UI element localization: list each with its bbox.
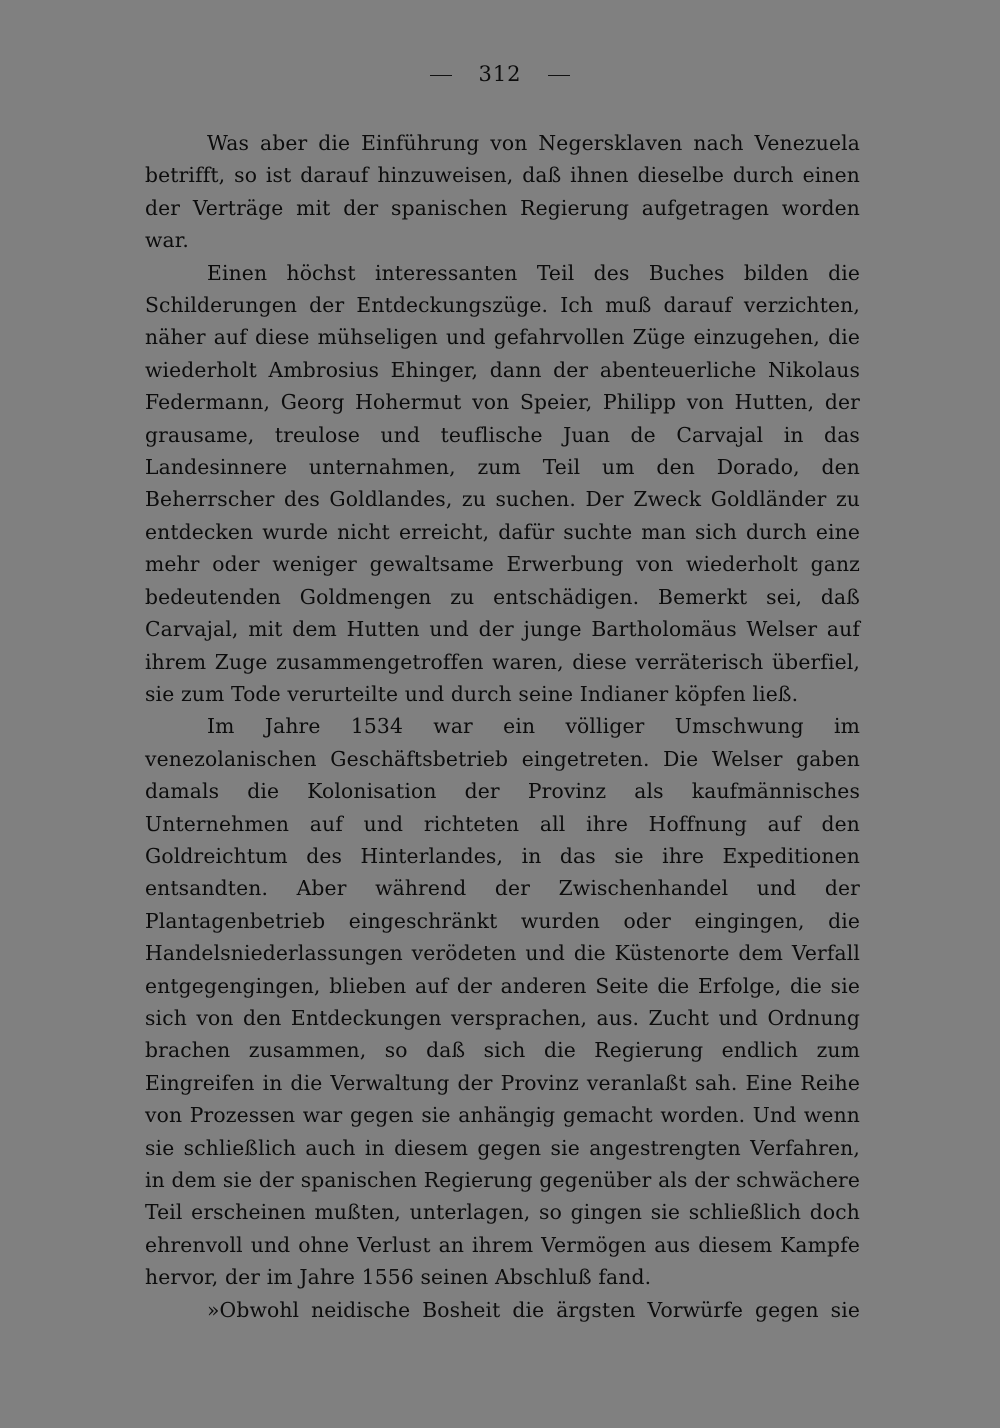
text-body [145,127,860,1326]
paragraph-2: Einen höchst interessanten Teil des Buches bilden die Schilderungen der Entdeckungszüge. Ich muß darauf verzichten, näher auf diese mühseligen und gefahrvollen Züge einzugehen, die wiederholt Ambrosius Ehinger, dann der abenteuerliche Nikolaus Federmann, Georg Hohermut von Speier, Philipp von Hutten, der grausame, treulose und teuflische Juan de Carvajal in das Landesinnere unternahmen, zum Teil um den Dorado, den Beherrscher des Goldlandes, zu suchen. Der Zweck Goldländer zu entdecken wurde nicht erreicht, dafür suchte man sich durch eine mehr oder weniger gewaltsame Erwerbung von wiederholt ganz bedeutenden Goldmengen zu entschädigen. Bemerkt sei, daß Carvajal, mit dem Hutten und der junge Bartholomäus Welser auf ihrem Zuge zusammengetroffen waren, diese verräterisch überfiel, sie zum Tode verurteilte und durch seine Indianer köpfen ließ. [145,260,860,706]
header-dash-right [548,75,570,76]
page-header [0,62,1000,86]
paragraph-4: »Obwohl neidische Bosheit die ärgsten Vorwürfe gegen sie [207,1297,860,1322]
paragraph-1: Was aber die Einführung von Negersklaven nach Venezuela betrifft, so ist darauf hinzuweisen, daß ihnen dieselbe durch einen der Verträge mit der spanischen Regierung aufgetragen worden war. [145,131,860,253]
header-dash-left [430,75,452,76]
page-number: 312 [478,62,522,86]
paragraph-3: Im Jahre 1534 war ein völliger Umschwung im venezolanischen Geschäftsbetrieb eingetreten. Die Welser gaben damals die Kolonisation der Provinz als kaufmännisches Unternehmen auf und richteten all ihre Hoffnung auf den Goldreichtum des Hinterlandes, in das sie ihre Expeditionen entsandten. Aber während der Zwischenhandel und der Plantagenbetrieb eingeschränkt wurden oder eingingen, die Handelsniederlassungen verödeten und die Küstenorte dem Verfall entgegengingen, blieben auf der anderen Seite die Erfolge, die sie sich von den Entdeckungen versprachen, aus. Zucht und Ordnung brachen zusammen, so daß sich die Regierung endlich zum Eingreifen in die Verwaltung der Provinz veranlaßt sah. Eine Reihe von Prozessen war gegen sie anhängig gemacht worden. Und wenn sie schließlich auch in diesem gegen sie angestrengten Verfahren, in dem sie der spanischen Regierung gegenüber als der schwächere Teil erscheinen mußten, unterlagen, so gingen sie schließlich doch ehrenvoll und ohne Verlust an ihrem Vermögen aus diesem Kampfe hervor, der im Jahre 1556 seinen Abschluß fand. [145,714,860,1290]
